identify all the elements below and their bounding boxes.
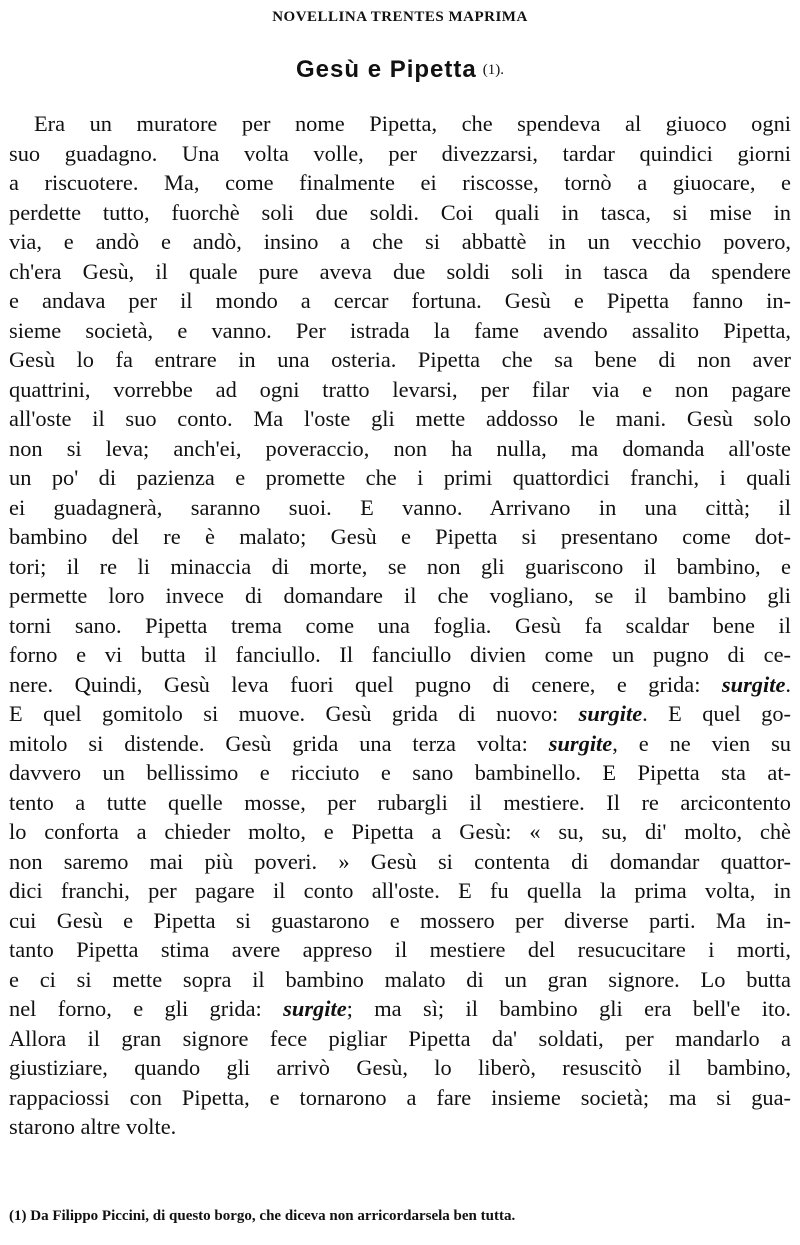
text-line-1: Era un muratore per nome Pipetta, che spendeva al giuoco ogni: [34, 111, 791, 136]
text-line-7: e andava per il mondo a cercar fortuna. Gesù e Pipetta fanno in-: [9, 288, 791, 313]
text-line-18: torni sano. Pipetta trema come una foglia. Gesù fa scaldar bene il: [9, 612, 791, 638]
text-line-33: giustiziare, quando gli arrivò Gesù, lo liberò, resuscitò il bambino,: [9, 1055, 791, 1080]
text-line-22-rest: , e ne vien su: [612, 730, 791, 756]
text-line-34: rappaciossi con Pipetta, e tornarono a fare insieme società; ma si gua-: [9, 1084, 791, 1110]
text-line-19: forno e vi butta il fanciullo. Il fanciullo divien come un pugno di ce-: [9, 642, 791, 667]
text-line-9: Gesù lo fa entrare in una osteria. Pipetta che sa bene di non aver: [9, 347, 791, 372]
footnote: (1) Da Filippo Piccini, di questo borgo, che diceva non arricordarsela ben tutta.: [9, 1208, 516, 1224]
text-line-21-rest: E quel go-: [668, 701, 791, 726]
text-line-11: all'oste il suo conto. Ma l'oste gli mette addosso le mani. Gesù solo: [9, 406, 791, 431]
text-line-20: nere. Quindi, Gesù leva fuori quel pugno di cenere, e grida: surgite.: [9, 671, 791, 697]
text-line-30: e ci si mette sopra il bambino malato di un gran signore. Lo butta: [9, 966, 791, 992]
text-line-31: nel forno, e gli grida: surgite; ma sì; il bambino gli era bell'e ito.: [9, 996, 791, 1021]
text-line-16: tori; il re li minaccia di morte, se non gli guariscono il bambino, e: [9, 553, 791, 579]
emphasis-surgite-2: surgite: [578, 701, 643, 726]
text-line-23: davvero un bellissimo e ricciuto e sano bambinello. E Pipetta sta at-: [9, 760, 791, 785]
text-line-12: non si leva; anch'ei, poveraccio, non ha nulla, ma domanda all'oste: [9, 435, 791, 461]
emphasis-surgite-3: surgite: [548, 730, 613, 756]
text-line-2: suo guadagno. Una volta volle, per divezzarsi, tardar quindici giorni: [9, 140, 791, 166]
story-body: [9, 109, 791, 1142]
text-line-3: a riscuotere. Ma, come finalmente ei riscosse, tornò a giuocare, e: [9, 170, 791, 195]
text-line-20-main: nere. Quindi, Gesù leva fuori quel pugno di cenere, e grida:: [9, 671, 701, 697]
text-line-13: un po' di pazienza e promette che i primi quattordici franchi, i quali: [9, 465, 791, 490]
text-line-28: cui Gesù e Pipetta si guastarono e mossero per diverse parti. Ma in-: [9, 907, 791, 933]
text-line-27: dici franchi, per pagare il conto all'oste. E fu quella la prima volta, in: [9, 878, 791, 903]
text-line-10: quattrini, vorrebbe ad ogni tratto levarsi, per filar via e non pagare: [9, 376, 791, 402]
text-line-29: tanto Pipetta stima avere appreso il mestiere del resucucitare i morti,: [9, 937, 791, 962]
text-line-25: lo conforta a chieder molto, e Pipetta a Gesù: « su, su, di' molto, chè: [9, 819, 791, 844]
text-line-21-main: E quel gomitolo si muove. Gesù grida di nuovo:: [9, 701, 559, 726]
text-line-24: tento a tutte quelle mosse, per rubargli il mestiere. Il re arcicontento: [9, 789, 791, 815]
text-line-14: ei guadagnerà, saranno suoi. E vanno. Arrivano in una città; il: [9, 494, 791, 520]
story-title-line: [0, 56, 800, 84]
text-line-8: sieme società, e vanno. Per istrada la fame avendo assalito Pipetta,: [9, 317, 791, 343]
story-title: Gesù e Pipetta: [296, 56, 477, 83]
emphasis-surgite-4: surgite: [283, 996, 347, 1021]
running-head: NOVELLINA TRENTES MAPRIMA: [272, 9, 528, 25]
text-line-4: perdette tutto, fuorchè soli due soldi. Coi quali in tasca, si mise in: [9, 199, 791, 225]
footnote-reference: (1).: [482, 62, 504, 78]
text-line-26: non saremo mai più poveri. » Gesù si contenta di domandar quattor-: [9, 848, 791, 874]
text-line-17: permette loro invece di domandare il che vogliano, se il bambino gli: [9, 583, 791, 608]
text-line-22: [9, 729, 791, 759]
text-line-6: ch'era Gesù, il quale pure aveva due soldi soli in tasca da spendere: [9, 258, 791, 284]
text-line-15: bambino del re è malato; Gesù e Pipetta si presentano come dot-: [9, 524, 791, 549]
emphasis-surgite-1: surgite: [721, 671, 786, 697]
text-line-32: Allora il gran signore fece pigliar Pipetta da' soldati, per mandarlo a: [9, 1025, 791, 1051]
text-line-5: via, e andò e andò, insino a che si abbattè in un vecchio povero,: [9, 229, 791, 254]
text-line-31-main: nel forno, e gli grida:: [9, 996, 262, 1021]
text-line-31-rest: ma sì; il bambino gli era bell'e ito.: [374, 996, 791, 1021]
text-line-21: E quel gomitolo si muove. Gesù grida di nuovo: surgite. E quel go-: [9, 701, 791, 726]
text-line-35: starono altre volte.: [9, 1114, 177, 1139]
text-line-22-main: mitolo si distende. Gesù grida una terza volta:: [9, 730, 528, 756]
